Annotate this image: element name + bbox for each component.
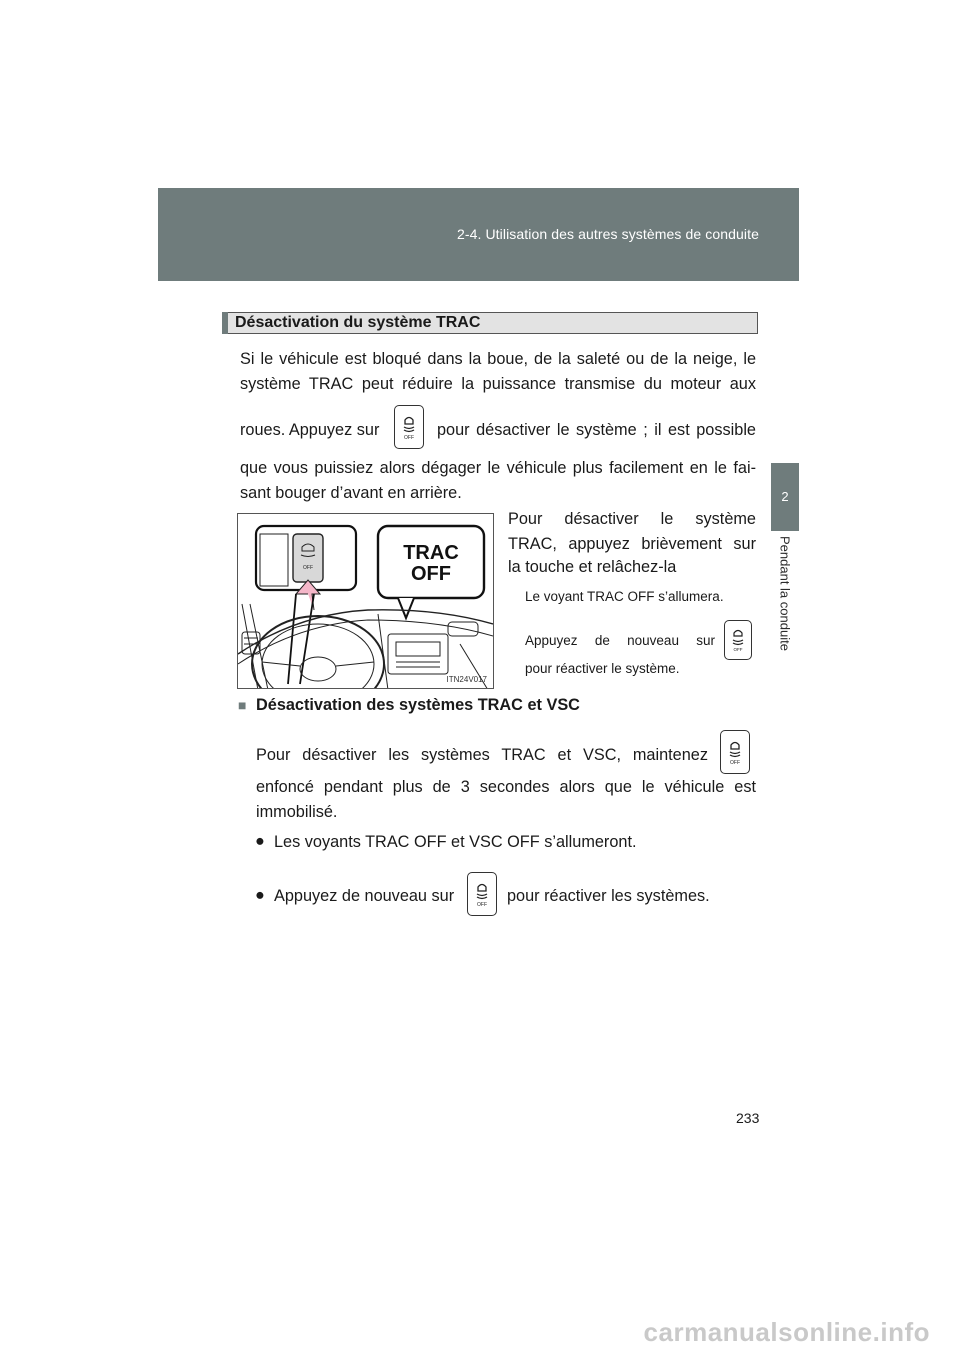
chapter-tab-label: Pendant la conduite — [777, 536, 793, 651]
indicator-label-line-1: TRAC — [403, 542, 459, 564]
bullet-press-again-before: Appuyez de nouveau sur — [274, 887, 455, 905]
trac-off-switch-icon — [394, 405, 424, 449]
dashboard-illustration — [237, 513, 494, 689]
intro-line-2: système TRAC peut réduire la puissance transmise du moteur aux — [240, 375, 756, 393]
chapter-tab-number: 2 — [771, 463, 799, 531]
side-line-3: la touche et relâchez-la — [508, 558, 677, 576]
bullet-press-again-after: pour réactiver les systèmes. — [507, 887, 710, 905]
subsection-line-1: Pour désactiver les systèmes TRAC et VSC, maintenez — [256, 746, 708, 764]
chapter-title: 2-4. Utilisation des autres systèmes de conduite — [456, 226, 759, 242]
svg-text:OFF: OFF — [477, 902, 487, 908]
page-number: 233 — [736, 1110, 760, 1126]
intro-line-5: sant bouger d’avant en arrière. — [240, 484, 462, 502]
svg-text:OFF: OFF — [404, 435, 414, 441]
bullet-indicators-on: Les voyants TRAC OFF et VSC OFF s’allumeront. — [274, 833, 637, 851]
intro-line-3b: pour désactiver le système ; il est possible — [437, 421, 756, 439]
dashboard-drawing — [238, 514, 494, 689]
bullet-marker-2: ● — [255, 886, 265, 904]
intro-line-4: que vous puissiez alors dégager le véhicule plus facilement en le fai- — [240, 459, 756, 477]
side-line-2: TRAC, appuyez brièvement sur — [508, 535, 756, 553]
trac-off-switch-icon-small — [724, 620, 752, 660]
trac-off-indicator-label — [386, 543, 476, 585]
indicator-label-line-2: OFF — [411, 563, 451, 585]
subsection-line-3: immobilisé. — [256, 803, 338, 821]
watermark: carmanualsonline.info — [643, 1317, 930, 1347]
note-reactivate: pour réactiver le système. — [525, 661, 680, 676]
section-title-bar — [222, 312, 758, 334]
subsection-line-2: enfoncé pendant plus de 3 secondes alors que le véhicule est — [256, 778, 756, 796]
svg-text:OFF: OFF — [303, 565, 313, 571]
trac-off-switch-icon — [467, 872, 497, 916]
note-indicator-on: Le voyant TRAC OFF s’allumera. — [525, 589, 724, 604]
chapter-header — [158, 188, 799, 281]
figure-code: ITN24V017 — [446, 675, 487, 684]
trac-off-switch-icon — [720, 730, 750, 774]
note-press-again: Appuyez de nouveau sur — [525, 633, 715, 648]
intro-line-3a: roues. Appuyez sur — [240, 421, 380, 439]
svg-text:OFF: OFF — [730, 760, 740, 766]
side-line-1: Pour désactiver le système — [508, 510, 756, 528]
subsection-marker: ■ — [238, 697, 247, 713]
subsection-title: Désactivation des systèmes TRAC et VSC — [256, 696, 580, 714]
section-title: Désactivation du système TRAC — [235, 314, 481, 331]
intro-line-1: Si le véhicule est bloqué dans la boue, de la saleté ou de la neige, le — [240, 350, 756, 368]
svg-text:OFF: OFF — [733, 647, 743, 652]
bullet-marker-1: ● — [255, 832, 265, 850]
